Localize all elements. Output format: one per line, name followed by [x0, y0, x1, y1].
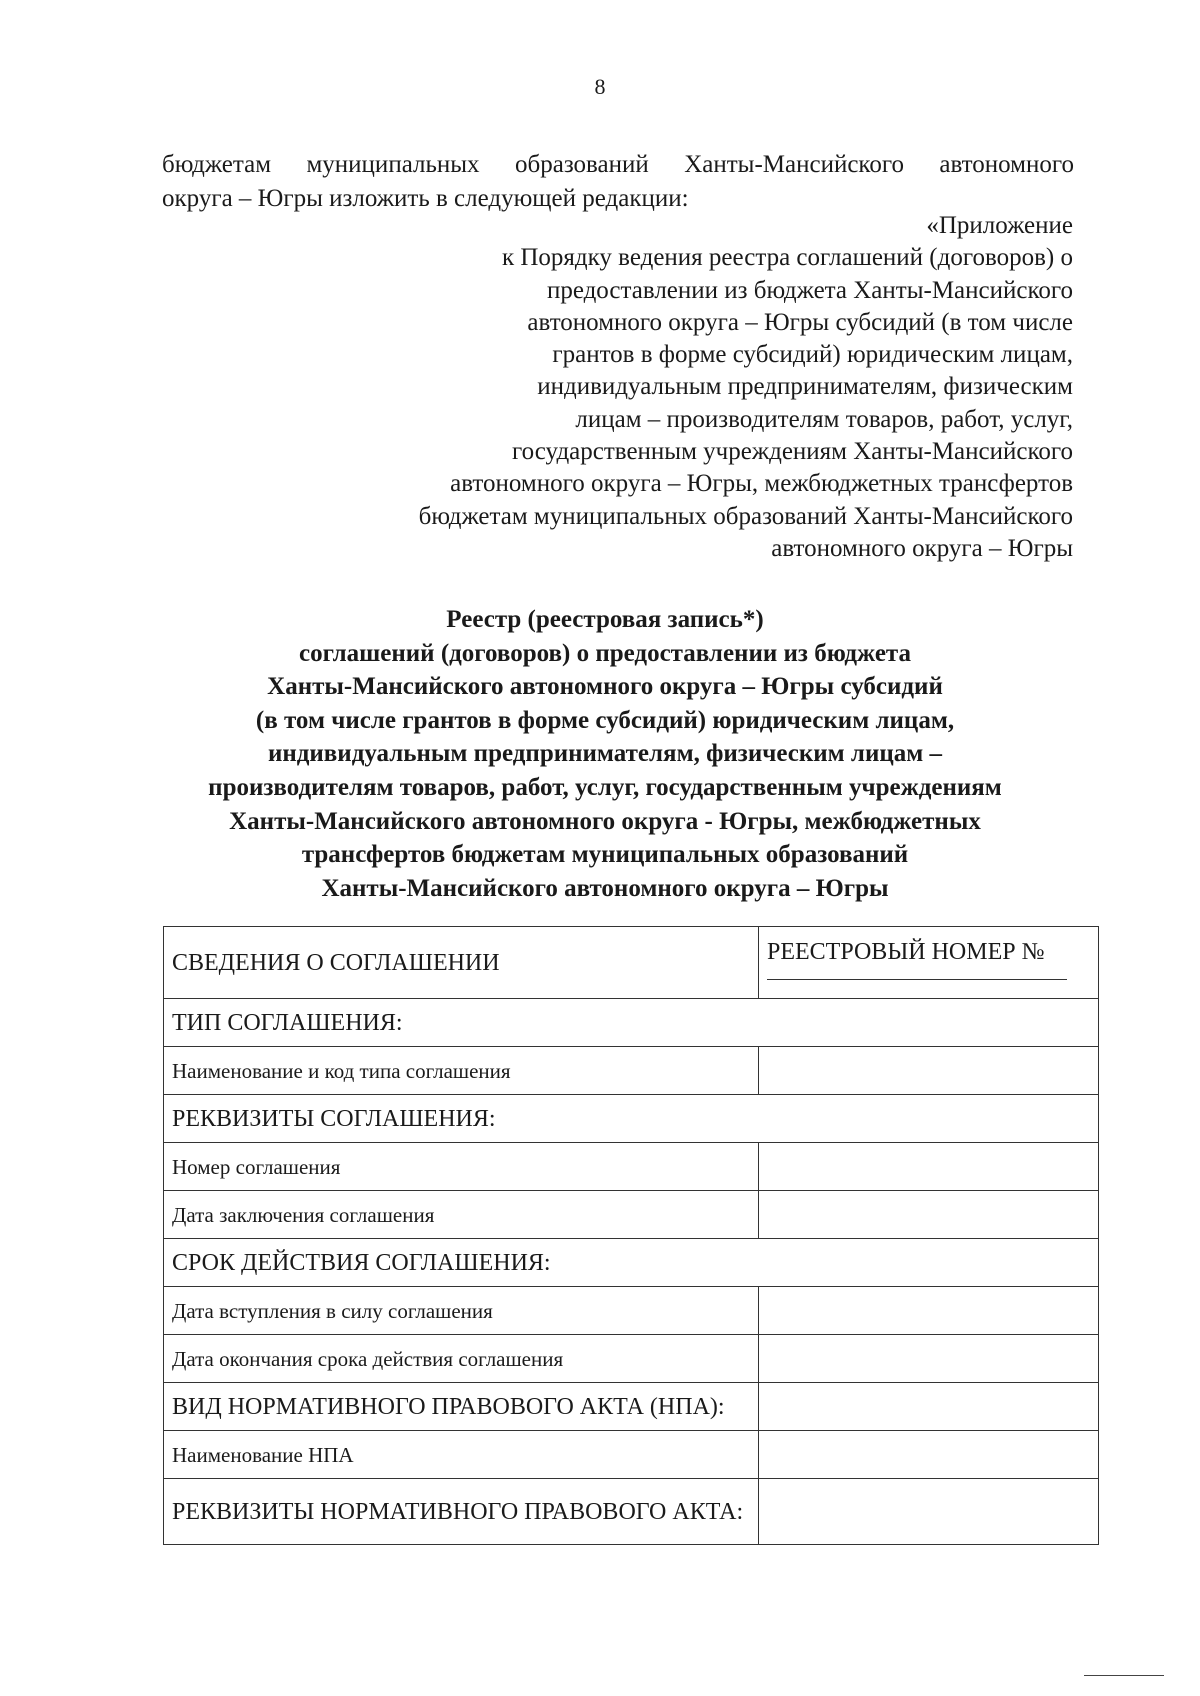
appendix-line: лицам – производителям товаров, работ, услуг, [575, 405, 1073, 433]
register-title-line: (в том числе грантов в форме субсидий) юридическим лицам, [255, 706, 955, 734]
npa-type-label: ВИД НОРМАТИВНОГО ПРАВОВОГО АКТА (НПА): [164, 1383, 759, 1431]
npa-details-label: РЕКВИЗИТЫ НОРМАТИВНОГО ПРАВОВОГО АКТА: [164, 1479, 759, 1545]
table-row [164, 1095, 1099, 1143]
register-title-line: соглашений (договоров) о предоставлении из бюджета [298, 639, 912, 667]
table-row [164, 999, 1099, 1047]
appendix-line: автономного округа – Югры, межбюджетных трансфертов [450, 470, 1073, 498]
register-title-line: производителям товаров, работ, услуг, государственным учреждениям [208, 773, 1002, 801]
table-row [164, 927, 1099, 999]
appendix-line: «Приложение [926, 212, 1073, 239]
appendix-header [313, 210, 1073, 565]
npa-type-value[interactable] [759, 1383, 1099, 1431]
register-table [163, 926, 1099, 1545]
agreement-date-value[interactable] [759, 1191, 1099, 1239]
section-agreement-type: ТИП СОГЛАШЕНИЯ: [164, 999, 1099, 1047]
appendix-line: предоставлении из бюджета Ханты-Мансийского [546, 276, 1073, 304]
npa-name-value[interactable] [759, 1431, 1099, 1479]
agreement-date-label: Дата заключения соглашения [164, 1191, 759, 1239]
table-row [164, 1143, 1099, 1191]
section-validity: СРОК ДЕЙСТВИЯ СОГЛАШЕНИЯ: [164, 1239, 1099, 1287]
table-row [164, 1239, 1099, 1287]
table-row [164, 1383, 1099, 1431]
expiry-date-label: Дата окончания срока действия соглашения [164, 1335, 759, 1383]
registry-number-field[interactable] [767, 979, 1067, 980]
registry-number-cell [759, 927, 1099, 999]
page-number: 8 [594, 74, 606, 99]
effective-date-value[interactable] [759, 1287, 1099, 1335]
table-row [164, 1287, 1099, 1335]
agreement-type-name-value[interactable] [759, 1047, 1099, 1095]
agreement-info-header: СВЕДЕНИЯ О СОГЛАШЕНИИ [164, 927, 759, 999]
agreement-number-value[interactable] [759, 1143, 1099, 1191]
register-title-line: Реестр (реестровая запись*) [446, 606, 764, 633]
table-row [164, 1335, 1099, 1383]
appendix-line: индивидуальным предпринимателям, физическим [537, 373, 1073, 401]
table-row [164, 1047, 1099, 1095]
register-title-line: Ханты-Мансийского автономного округа - Югры, межбюджетных [229, 807, 981, 835]
npa-name-label: Наименование НПА [164, 1431, 759, 1479]
table-row [164, 1479, 1099, 1545]
section-agreement-details: РЕКВИЗИТЫ СОГЛАШЕНИЯ: [164, 1095, 1099, 1143]
register-title-line: трансфертов бюджетам муниципальных образований [301, 841, 909, 869]
intro-line-1: бюджетам муниципальных образований Ханты-Мансийского автономного [162, 151, 1074, 178]
appendix-line: автономного округа – Югры субсидий (в том числе [527, 308, 1073, 336]
intro-paragraph [162, 148, 1074, 216]
appendix-line: к Порядку ведения реестра соглашений (договоров) о [501, 244, 1073, 272]
agreement-number-label: Номер соглашения [164, 1143, 759, 1191]
agreement-type-name-label: Наименование и код типа соглашения [164, 1047, 759, 1095]
register-title [150, 603, 1060, 905]
register-title-line: Ханты-Мансийского автономного округа – Югры субсидий [267, 673, 943, 701]
npa-details-value[interactable] [759, 1479, 1099, 1545]
intro-line-2: округа – Югры изложить в следующей редакции: [162, 185, 689, 212]
table-row [164, 1191, 1099, 1239]
registry-number-label: РЕЕСТРОВЫЙ НОМЕР № [767, 939, 1045, 965]
effective-date-label: Дата вступления в силу соглашения [164, 1287, 759, 1335]
appendix-line: грантов в форме субсидий) юридическим лицам, [552, 341, 1073, 369]
appendix-line: государственным учреждениям Ханты-Мансийского [512, 438, 1073, 466]
appendix-line: бюджетам муниципальных образований Ханты-Мансийского [418, 502, 1073, 530]
expiry-date-value[interactable] [759, 1335, 1099, 1383]
register-title-line: Ханты-Мансийского автономного округа – Югры [321, 874, 889, 902]
appendix-line: автономного округа – Югры [771, 534, 1073, 562]
footer-rule [1084, 1675, 1164, 1676]
register-title-line: индивидуальным предпринимателям, физическим лицам – [267, 740, 943, 768]
table-row [164, 1431, 1099, 1479]
